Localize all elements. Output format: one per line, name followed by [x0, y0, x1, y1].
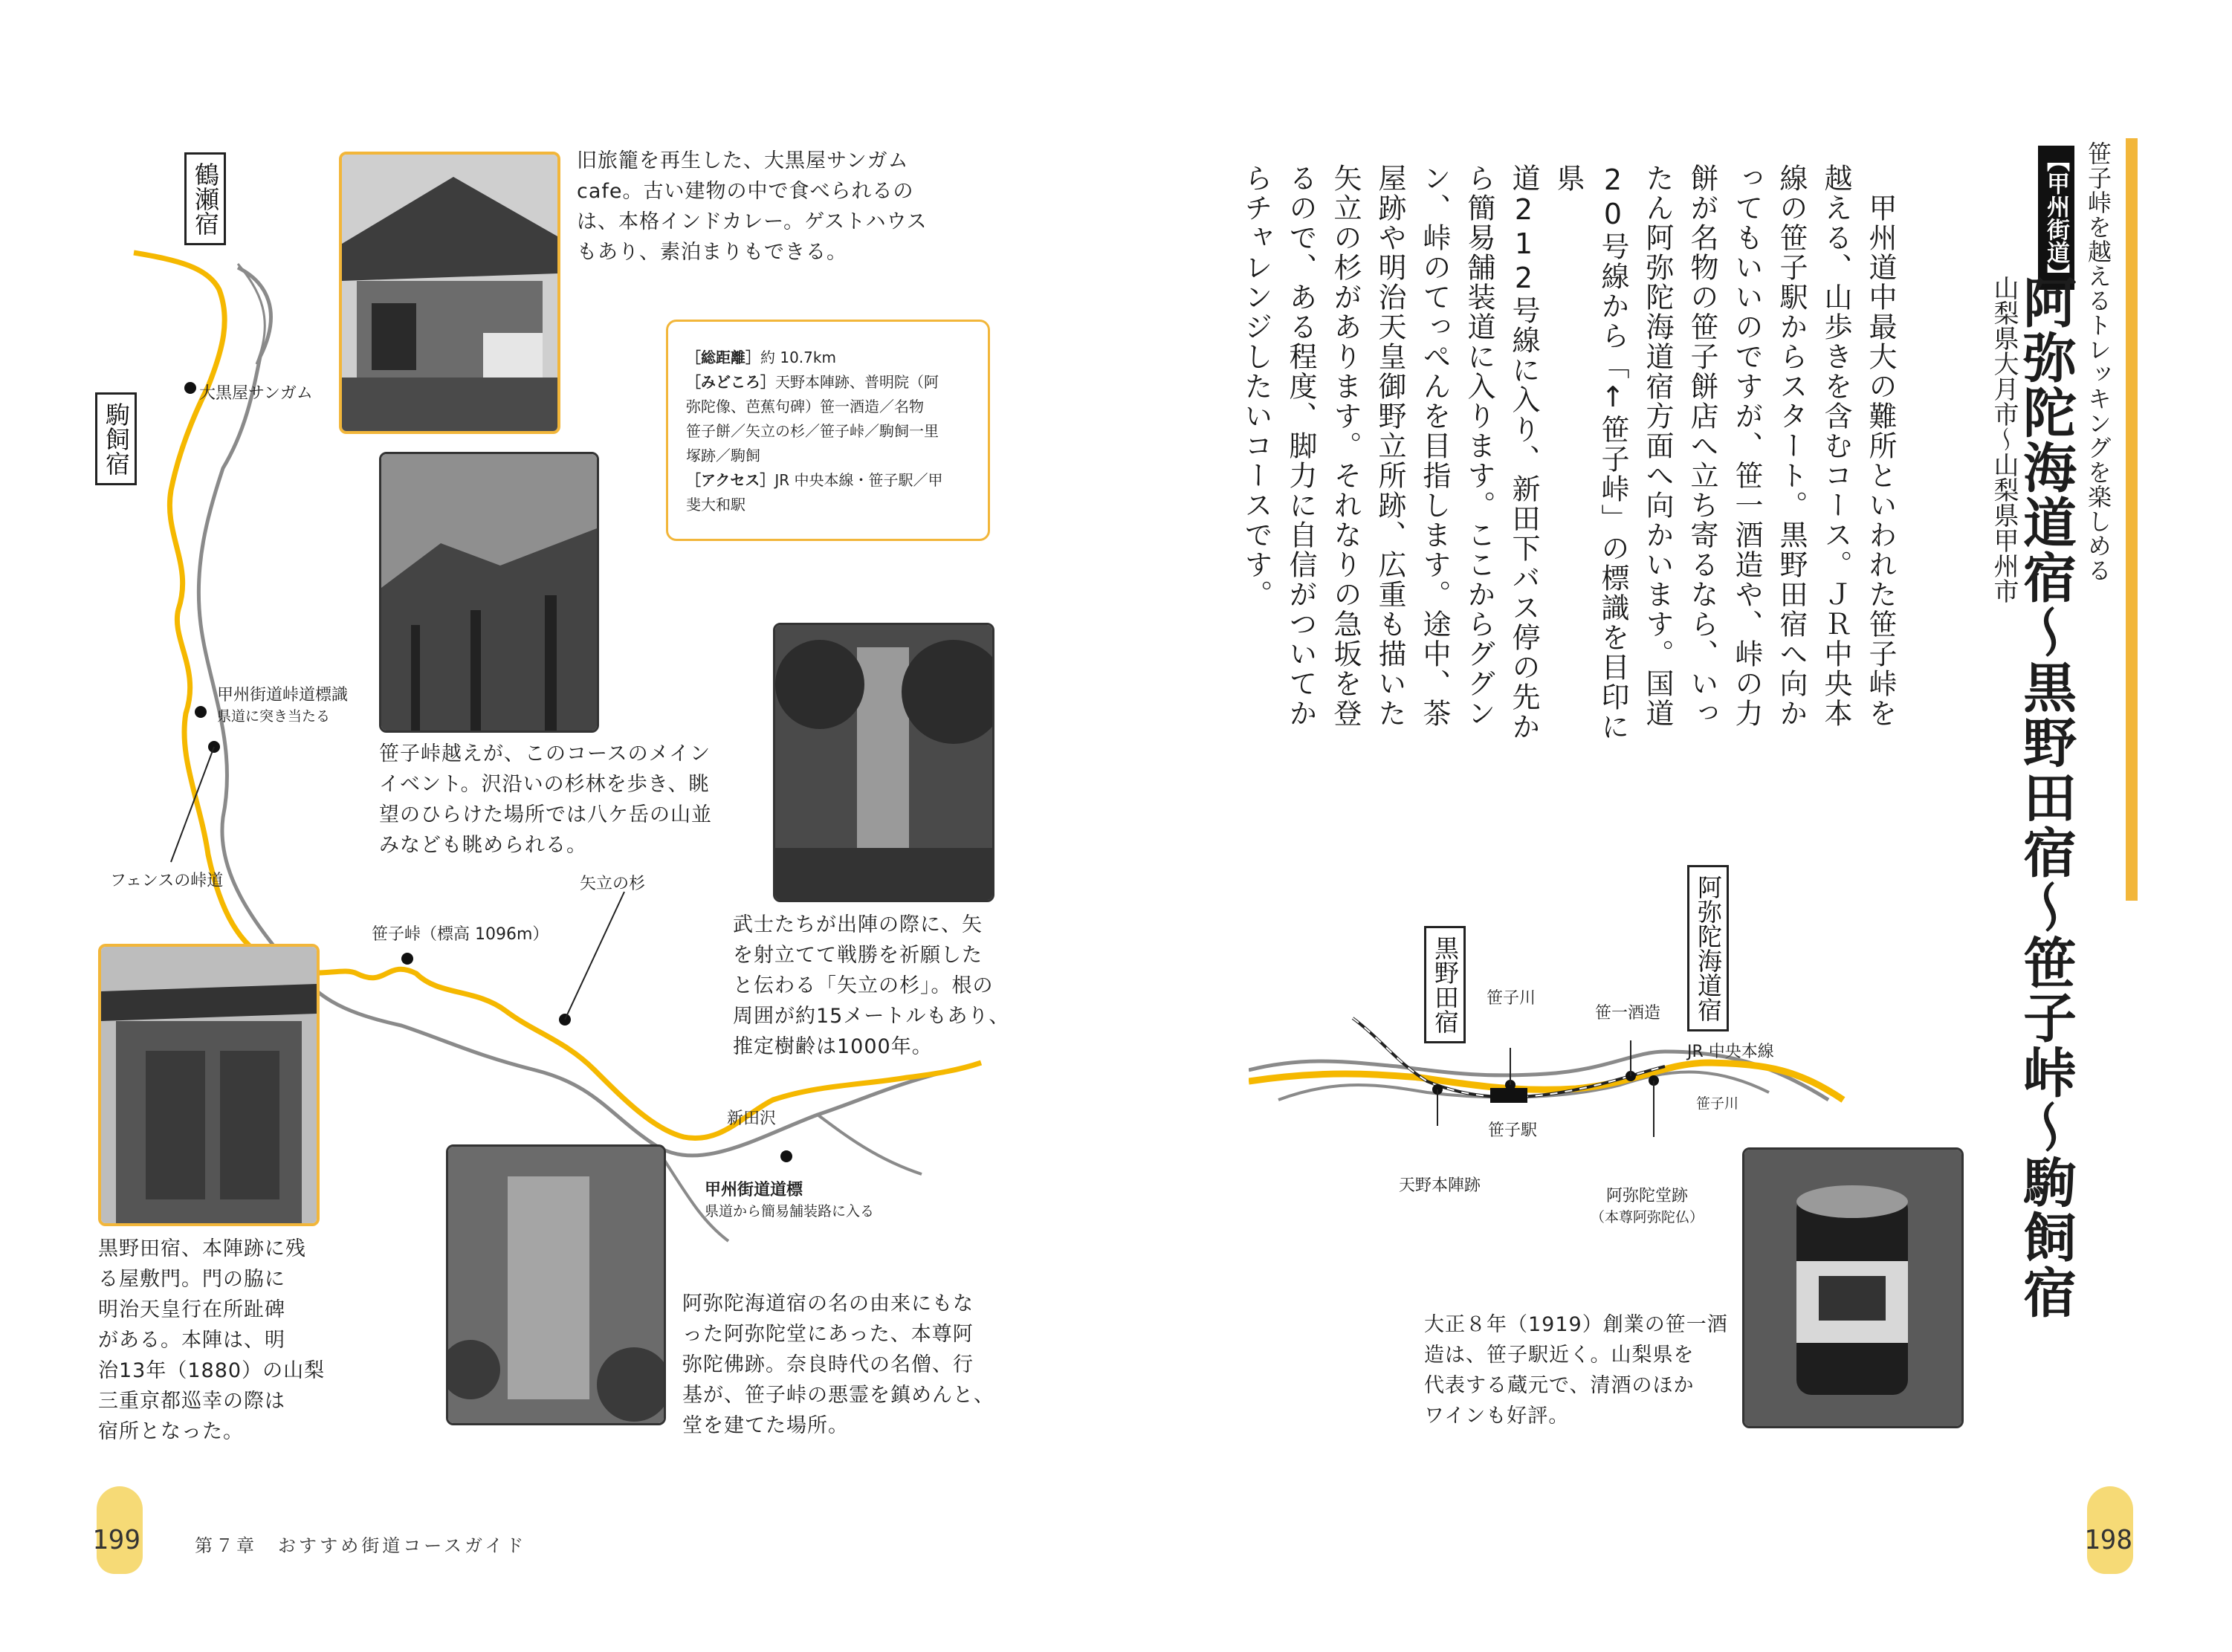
map-label-jr-line: JR 中央本線: [1687, 1043, 1774, 1061]
map-label-sasago-pass: 笹子峠（標高 1096m）: [372, 925, 549, 944]
caption-kuronoda: [98, 1234, 336, 1447]
body-column: ら簡易舗装道に入ります。ここからググン: [1463, 163, 1495, 728]
map-label-sasago-river-2: 笹子川: [1696, 1095, 1739, 1112]
accent-bar: [2126, 138, 2138, 901]
body-text: [1234, 163, 1903, 743]
body-column: 越える、山歩きを含むコース。ＪＲ中央本: [1819, 163, 1852, 728]
footer-chapter: 第７章 おすすめ街道コースガイド: [195, 1535, 527, 1556]
caption-line: 造は、笹子駅近く。山梨県を: [1424, 1344, 1695, 1367]
tag-koshu-kaido: 【甲州街道】: [2038, 146, 2074, 290]
caption-sake: [1424, 1309, 1736, 1431]
caption-line: 基が、笹子峠の悪霊を鎮めんと、: [682, 1384, 994, 1407]
page-title: 阿弥陀海道宿〜黒野田宿〜笹子峠〜駒飼宿: [2014, 275, 2077, 1320]
map-label-koshu-toge-sign-text: 甲州街道峠道標識: [217, 686, 349, 704]
caption-line: イベント。沢沿いの杉林を歩き、眺: [379, 773, 710, 796]
caption-line: 弥陀佛跡。奈良時代の名僧、行: [682, 1353, 974, 1376]
page-number-right: 198: [2084, 1525, 2133, 1555]
caption-line: ワインも好評。: [1424, 1405, 1570, 1428]
map-label-amidado: [1591, 1183, 1704, 1226]
body-column: たん阿弥陀海道宿方面へ向かいます。国道: [1641, 163, 1674, 728]
lead-text: 笹子峠を越えるトレッキングを楽しめる: [2084, 141, 2112, 583]
info-access-l2: 斐大和駅: [686, 496, 745, 514]
body-column: 線の笹子駅からスタート。黒野田宿へ向か: [1775, 163, 1808, 728]
map-label-koshu-signpost: [705, 1177, 874, 1220]
route-map-right: [1249, 981, 1858, 1159]
body-column: 餅が名物の笹子餅店へ立ち寄るなら、いっ: [1686, 163, 1718, 728]
photo-ookuroya: [339, 152, 560, 434]
caption-line: を射立てて戦勝を祈願した: [733, 944, 983, 967]
caption-line: 宿所となった。: [98, 1420, 244, 1443]
caption-line: った阿弥陀堂にあった、本尊阿: [682, 1323, 974, 1346]
photo-sasago-forest: [379, 452, 599, 733]
caption-line: は、本格インドカレー。ゲストハウス: [577, 210, 928, 233]
caption-line: 旧旅籠を再生した、大黒屋サンガム: [577, 149, 909, 172]
map-label-amidado-text: 阿弥陀堂跡: [1606, 1187, 1689, 1205]
caption-line: 治13年（1880）の山梨: [98, 1359, 326, 1382]
info-access-l1: JR 中央本線・笹子駅／甲: [774, 471, 943, 489]
photo-yatate-cedar: [773, 623, 994, 902]
body-column: ン、峠のてっぺんを目指します。途中、茶: [1418, 163, 1451, 728]
body-column: 甲州道中最大の難所といわれた笹子峠を: [1864, 163, 1897, 728]
info-highlights-l4: 塚跡／駒飼: [686, 447, 760, 464]
caption-ookuroya: [577, 146, 963, 268]
body-column: 屋跡や明治天皇御野立所跡、広重も描いた: [1374, 163, 1406, 728]
caption-line: 代表する蔵元で、清酒のほか: [1424, 1374, 1695, 1397]
info-access-key: ［アクセス］: [686, 471, 775, 489]
body-column: 矢立の杉があります。それなりの急坂を登: [1329, 163, 1362, 728]
caption-sasago-toge: [379, 739, 766, 861]
map-label-sasago-river: 笹子川: [1487, 989, 1536, 1008]
photo-sasaichi-sake: [1742, 1147, 1964, 1428]
info-highlights-l3: 笹子餅／矢立の杉／笹子峠／駒飼一里: [686, 422, 939, 440]
caption-line: 三重京都巡幸の際は: [98, 1390, 285, 1413]
caption-line: 推定樹齢は1000年。: [733, 1035, 933, 1058]
map-label-amano-honjin: 天野本陣跡: [1399, 1176, 1481, 1195]
caption-line: 大正８年（1919）創業の笹一酒: [1424, 1313, 1728, 1336]
caption-line: 周囲が約15メートルもあり、: [733, 1005, 1010, 1028]
body-column: るので、ある程度、脚力に自信がついてか: [1284, 163, 1317, 728]
station-komakaijuku: 駒飼宿: [95, 392, 137, 485]
info-highlights-l1: 天野本陣跡、普明院（阿: [775, 373, 939, 391]
caption-line: 黒野田宿、本陣跡に残: [98, 1237, 306, 1260]
photo-kuronoda-gate: [98, 944, 320, 1226]
map-label-sasago-station: 笹子駅: [1488, 1121, 1538, 1140]
map-label-koshu-signpost-text: 甲州街道道標: [705, 1181, 803, 1199]
body-column: らチャレンジしたいコースです。: [1240, 163, 1272, 609]
info-highlights-key: ［みどころ］: [686, 373, 775, 391]
caption-line: cafe。古い建物の中で食べられるの: [577, 180, 914, 203]
caption-line: 阿弥陀海道宿の名の由来にもな: [682, 1292, 974, 1315]
caption-line: みなども眺められる。: [379, 834, 587, 857]
map-label-yatate-cedar: 矢立の杉: [580, 875, 646, 893]
caption-line: 明治天皇行在所趾碑: [98, 1298, 285, 1321]
station-tsurusejuku: 鶴瀬宿: [184, 152, 226, 245]
map-label-sasaichi: 笹一酒造: [1595, 1004, 1661, 1023]
map-label-fence-trail: フェンスの峠道: [110, 872, 224, 890]
map-label-shindazawa: 新田沢: [727, 1110, 777, 1128]
body-column: ってもいいのですが、笹一酒造や、峠の力: [1730, 163, 1763, 728]
caption-line: もあり、素泊まりもできる。: [577, 241, 847, 264]
caption-line: 望のひらけた場所では八ケ岳の山並: [379, 803, 712, 826]
info-distance-key: ［総距離］: [686, 349, 760, 366]
map-label-koshu-toge-sign-sub: 県道に突き当たる: [217, 708, 331, 725]
caption-line: 武士たちが出陣の際に、矢: [733, 913, 983, 936]
caption-line: 堂を建てた場所。: [682, 1414, 849, 1437]
caption-yatate: [733, 910, 1030, 1062]
info-distance-value: 約 10.7km: [760, 349, 836, 366]
map-label-ookuroya: 大黒屋サンガム: [199, 384, 313, 403]
body-column: 20号線から「↑笹子峠」の標識を目印に県: [1552, 163, 1629, 742]
page-subtitle: 山梨県大月市〜山梨県甲州市: [1989, 275, 2019, 603]
caption-line: る屋敷門。門の脇に: [98, 1268, 285, 1291]
caption-amida: [682, 1289, 1024, 1441]
body-column: 道212号線に入り、新田下バス停の先か: [1507, 163, 1540, 742]
course-info-box: [666, 320, 990, 541]
caption-line: がある。本陣は、明: [98, 1329, 285, 1352]
station-kuronodajuku: 黒野田宿: [1424, 926, 1466, 1043]
map-label-amidado-sub: （本尊阿弥陀仏）: [1591, 1209, 1704, 1225]
station-amidajuku: 阿弥陀海道宿: [1687, 865, 1729, 1031]
map-label-koshu-signpost-sub: 県道から簡易舗装路に入る: [705, 1203, 875, 1219]
info-highlights-l2: 弥陀像、芭蕉句碑）笹一酒造／名物: [686, 398, 924, 415]
caption-line: 笹子峠越えが、このコースのメイン: [379, 742, 711, 765]
photo-amidado-stone: [446, 1144, 666, 1425]
map-label-koshu-toge-sign: [217, 682, 348, 725]
caption-line: と伝わる「矢立の杉」。根の: [733, 974, 994, 997]
page-number-left: 199: [92, 1525, 141, 1555]
